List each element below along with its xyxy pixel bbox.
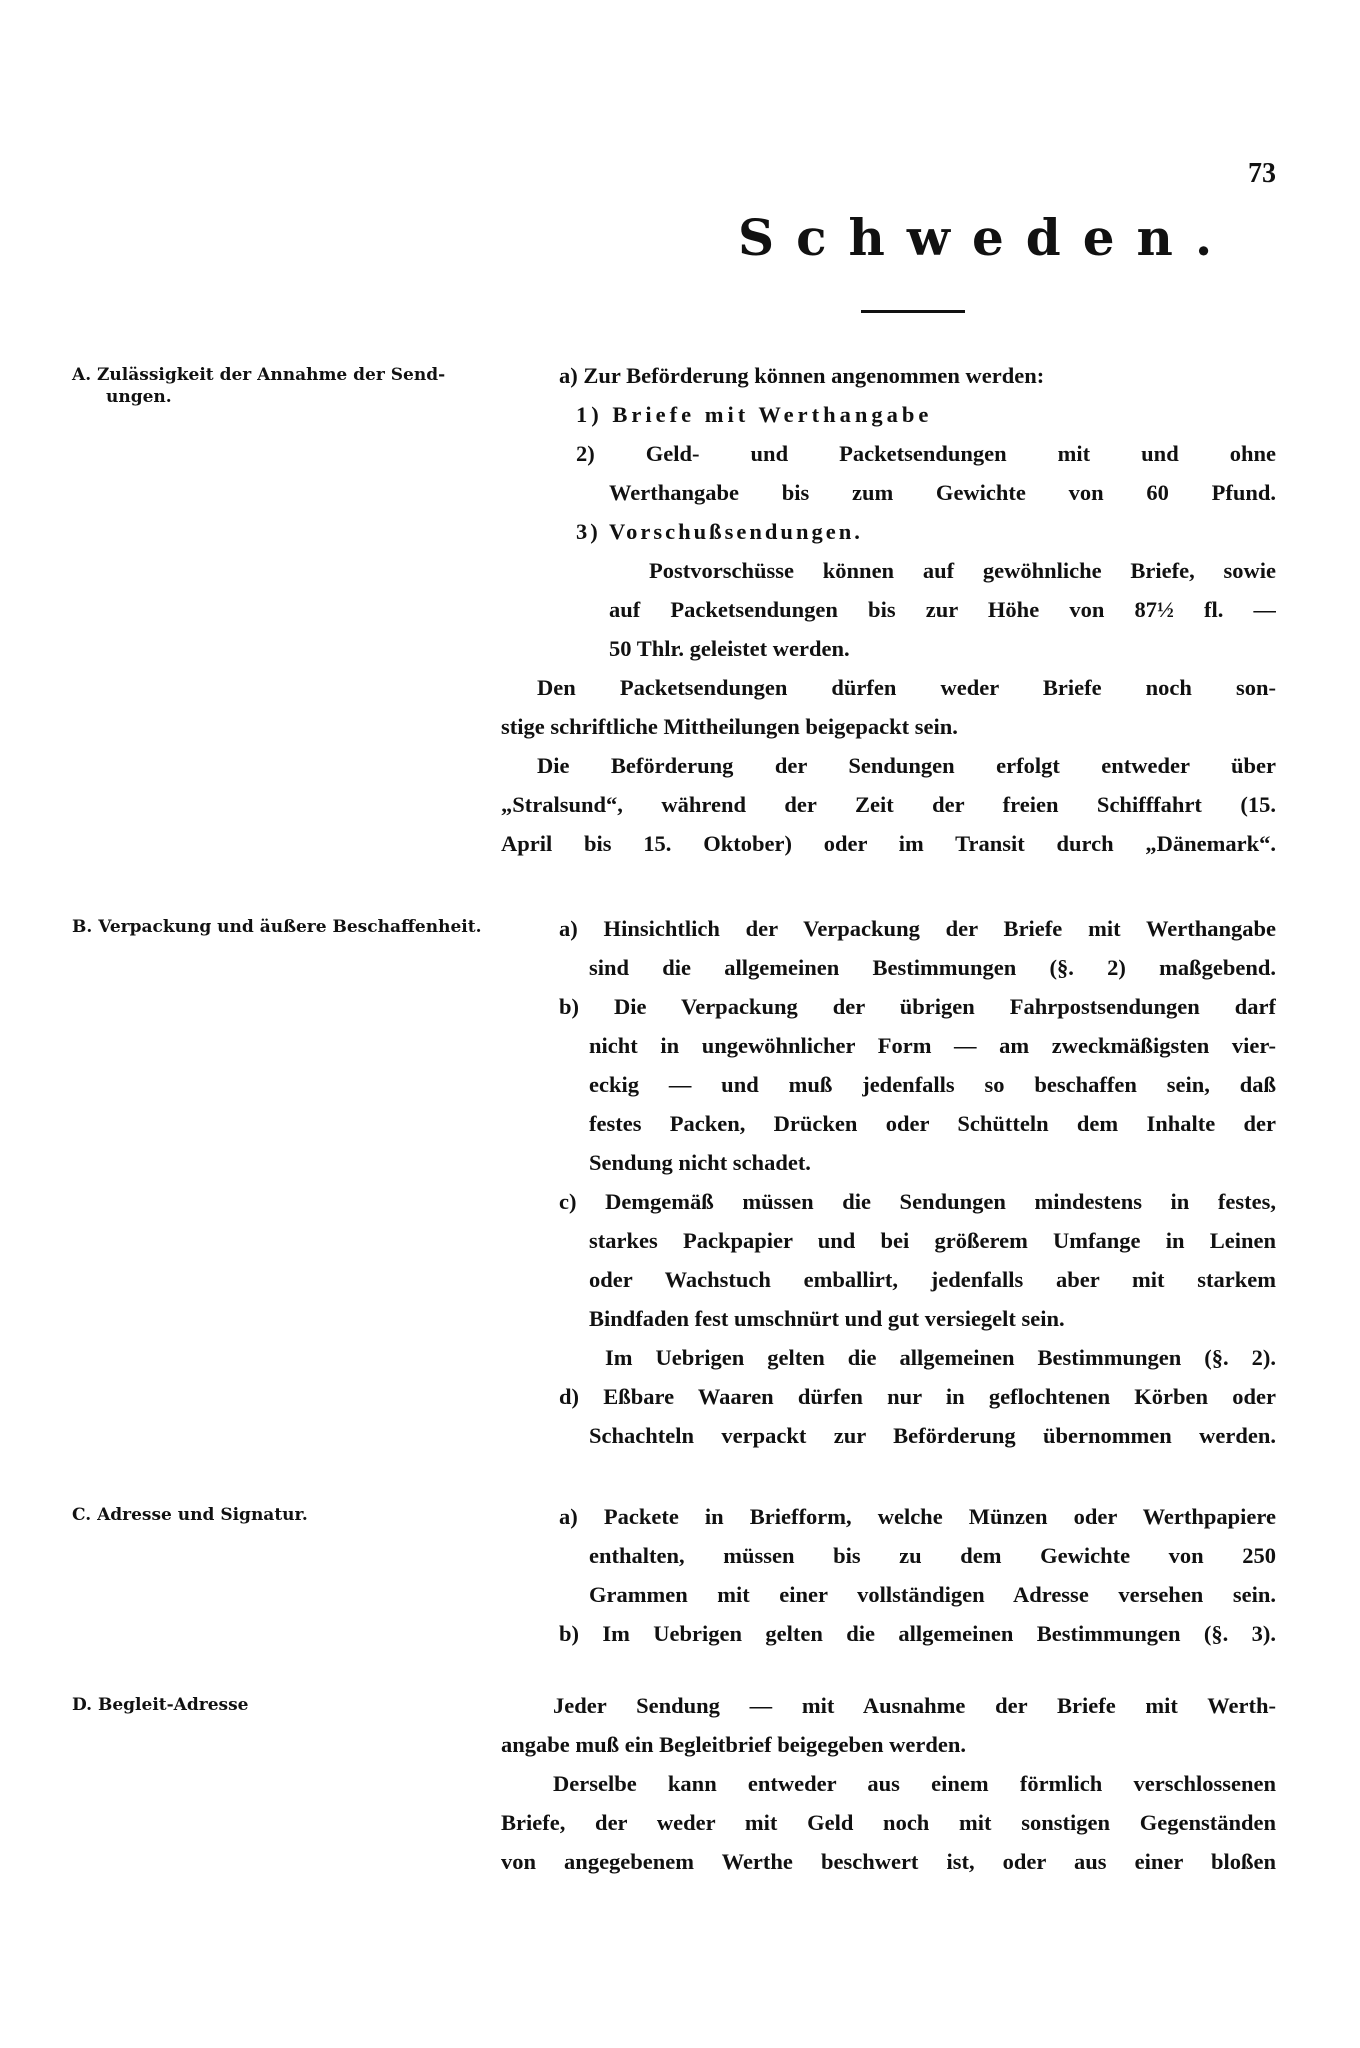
section-a-line: 2) Geld- und Packetsendungen mit und ohne bbox=[576, 441, 1276, 466]
section-d-line: von angegebenem Werthe beschwert ist, oder aus einer bloßen bbox=[501, 1849, 1276, 1874]
section-b-label bbox=[72, 916, 482, 938]
section-b-line: c) Demgemäß müssen die Sendungen mindestens in festes, bbox=[559, 1189, 1276, 1214]
section-a-label bbox=[72, 364, 445, 408]
section-b-line: d) Eßbare Waaren dürfen nur in geflochtenen Körben oder bbox=[559, 1384, 1276, 1409]
section-d-line: Briefe, der weder mit Geld noch mit sonstigen Gegenständen bbox=[501, 1810, 1276, 1835]
section-b-line: Bindfaden fest umschnürt und gut versiegelt sein. bbox=[589, 1306, 1065, 1331]
section-a-line: April bis 15. Oktober) oder im Transit durch „Dänemark“. bbox=[501, 831, 1276, 856]
page-title: Schweden. bbox=[738, 208, 1235, 267]
section-a-line: Den Packetsendungen dürfen weder Briefe noch son- bbox=[537, 675, 1276, 700]
section-d-line: Jeder Sendung — mit Ausnahme der Briefe mit Werth- bbox=[553, 1693, 1276, 1718]
section-a-line: stige schriftliche Mittheilungen beigepackt sein. bbox=[501, 714, 958, 739]
section-a-body bbox=[501, 356, 1276, 863]
section-b-line: b) Die Verpackung der übrigen Fahrpostsendungen darf bbox=[559, 994, 1276, 1019]
section-b-line: sind die allgemeinen Bestimmungen (§. 2) maßgebend. bbox=[589, 955, 1276, 980]
section-a-line: 1) Briefe mit Werthangabe bbox=[576, 402, 933, 427]
title-divider bbox=[861, 310, 965, 313]
section-b-line: Schachteln verpackt zur Beförderung übernommen werden. bbox=[589, 1423, 1276, 1448]
section-b-body bbox=[501, 909, 1276, 1455]
section-c-body bbox=[501, 1497, 1276, 1653]
section-b-line: eckig — und muß jedenfalls so beschaffen sein, daß bbox=[589, 1072, 1276, 1097]
section-d-label-line: D. Begleit-Adresse bbox=[72, 1695, 249, 1715]
section-d-body bbox=[501, 1686, 1276, 1881]
section-b-label-line: B. Verpackung und äußere Beschaffenheit. bbox=[72, 917, 482, 937]
section-a-line: 50 Thlr. geleistet werden. bbox=[609, 636, 850, 661]
section-a-line: Die Beförderung der Sendungen erfolgt entweder über bbox=[537, 753, 1276, 778]
page-number: 73 bbox=[1248, 158, 1276, 189]
section-b-line: starkes Packpapier und bei größerem Umfange in Leinen bbox=[589, 1228, 1276, 1253]
section-c-label-line: C. Adresse und Signatur. bbox=[72, 1505, 308, 1525]
section-a-label-line: A. Zulässigkeit der Annahme der Send- bbox=[72, 365, 446, 385]
section-a-line: 3) Vorschußsendungen. bbox=[576, 519, 863, 544]
section-c-line: Grammen mit einer vollständigen Adresse versehen sein. bbox=[589, 1582, 1276, 1607]
section-b-line: Sendung nicht schadet. bbox=[589, 1150, 811, 1175]
section-c-line: enthalten, müssen bis zu dem Gewichte von 250 bbox=[589, 1543, 1276, 1568]
section-c-label bbox=[72, 1504, 308, 1526]
section-d-line: Derselbe kann entweder aus einem förmlich verschlossenen bbox=[553, 1771, 1276, 1796]
section-c-line: b) Im Uebrigen gelten die allgemeinen Bestimmungen (§. 3). bbox=[559, 1621, 1276, 1646]
section-c-line: a) Packete in Briefform, welche Münzen oder Werthpapiere bbox=[559, 1504, 1276, 1529]
section-a-label-cont: ungen. bbox=[106, 387, 172, 407]
section-d-label bbox=[72, 1694, 249, 1716]
section-d-line: angabe muß ein Begleitbrief beigegeben werden. bbox=[501, 1732, 966, 1757]
section-a-line: „Stralsund“, während der Zeit der freien Schifffahrt (15. bbox=[501, 792, 1276, 817]
section-b-line: nicht in ungewöhnlicher Form — am zweckmäßigsten vier- bbox=[589, 1033, 1276, 1058]
section-a-line: a) Zur Beförderung können angenommen werden: bbox=[559, 363, 1045, 388]
section-a-line: auf Packetsendungen bis zur Höhe von 87½ fl. — bbox=[609, 597, 1276, 622]
section-b-line: oder Wachstuch emballirt, jedenfalls aber mit starkem bbox=[589, 1267, 1276, 1292]
section-a-line: Werthangabe bis zum Gewichte von 60 Pfund. bbox=[609, 480, 1276, 505]
section-b-line: festes Packen, Drücken oder Schütteln dem Inhalte der bbox=[589, 1111, 1276, 1136]
section-b-line: a) Hinsichtlich der Verpackung der Briefe mit Werthangabe bbox=[559, 916, 1276, 941]
section-a-line: Postvorschüsse können auf gewöhnliche Briefe, sowie bbox=[649, 558, 1276, 583]
section-b-line: Im Uebrigen gelten die allgemeinen Bestimmungen (§. 2). bbox=[605, 1345, 1276, 1370]
